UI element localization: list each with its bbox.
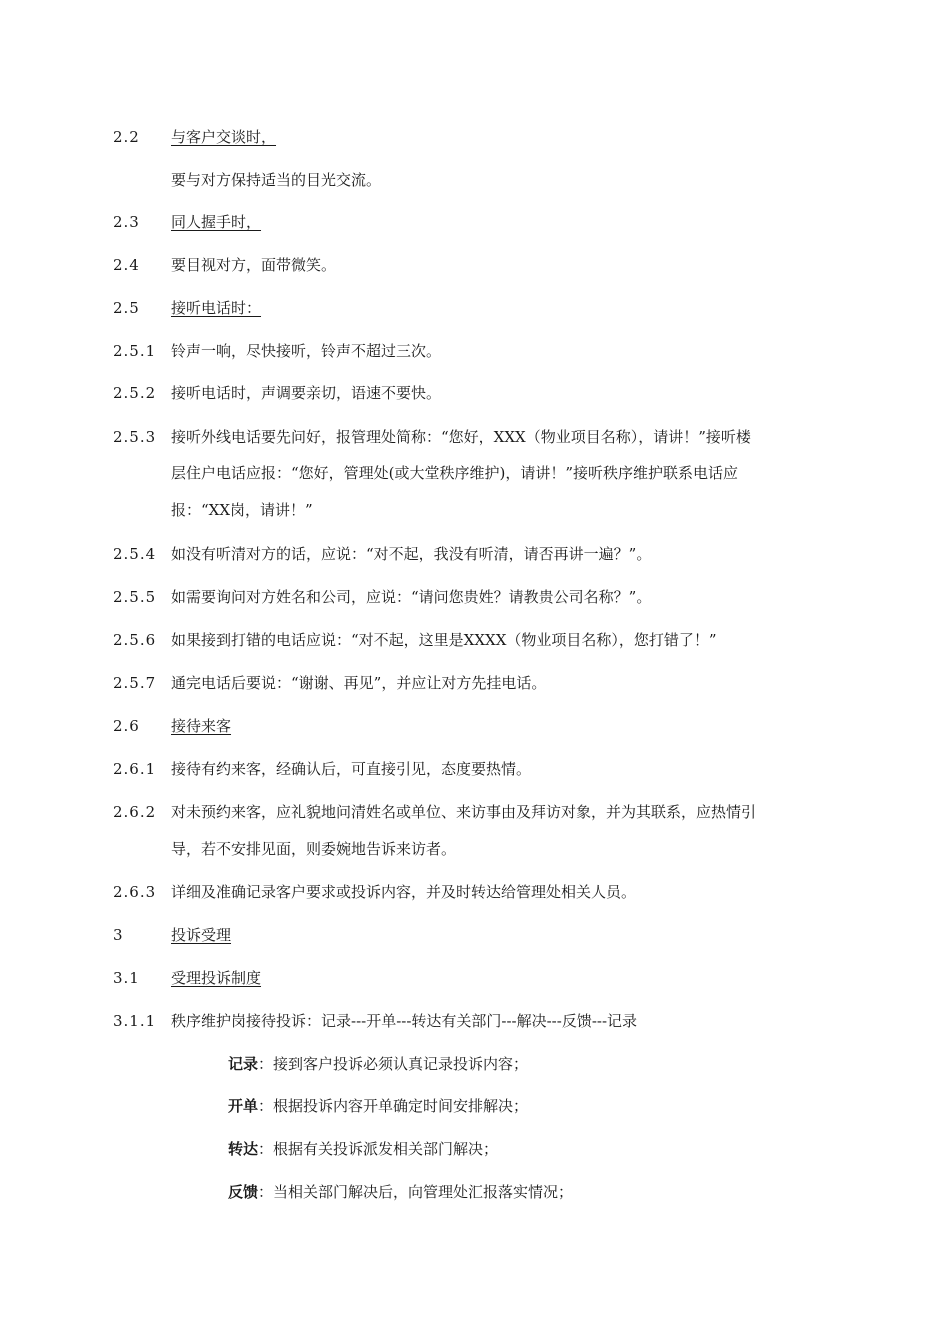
step-text: ：根据有关投诉派发相关部门解决； — [258, 1140, 499, 1158]
paragraph-line: 对未预约来客，应礼貌地问清姓名或单位、来访事由及拜访对象，并为其联系，应热情引 — [171, 803, 757, 821]
section-heading: 投诉受理 — [171, 926, 232, 944]
section-heading: 接待来客 — [171, 717, 232, 735]
paragraph-line: 层住户电话应报：“您好，管理处(或大堂秩序维护)，请讲！”接听秩序维护联系电话应 — [171, 464, 739, 482]
section-number: 2.4 — [113, 256, 140, 274]
paragraph-text: 铃声一响，尽快接听，铃声不超过三次。 — [171, 342, 442, 360]
paragraph-line: 报：“XX岗，请讲！” — [171, 501, 313, 519]
section-heading: 同人握手时， — [171, 213, 262, 231]
section-heading: 与客户交谈时， — [171, 128, 277, 146]
section-number: 2.6.2 — [113, 803, 157, 821]
section-number: 2.6.1 — [113, 760, 157, 778]
paragraph-text: 详细及准确记录客户要求或投诉内容，并及时转达给管理处相关人员。 — [171, 883, 637, 901]
section-number: 2.5 — [113, 299, 140, 317]
section-number: 2.5.2 — [113, 384, 157, 402]
section-number: 3.1 — [113, 969, 140, 987]
paragraph-line: 导，若不安排见面，则委婉地告诉来访者。 — [171, 840, 457, 858]
paragraph-text: 如没有听清对方的话，应说：“对不起，我没有听清，请否再讲一遍？”。 — [171, 545, 652, 563]
paragraph-text: 要与对方保持适当的目光交流。 — [171, 171, 382, 189]
paragraph-text: 通完电话后要说：“谢谢、再见”，并应让对方先挂电话。 — [171, 674, 547, 692]
section-number: 2.2 — [113, 128, 140, 146]
step-feedback — [228, 1173, 573, 1211]
paragraph-line: 接听外线电话要先问好，报管理处简称：“您好，XXX（物业项目名称），请讲！”接听楼 — [171, 428, 751, 446]
section-number: 2.5.3 — [113, 428, 157, 446]
paragraph-text: 接待有约来客，经确认后，可直接引见，态度要热情。 — [171, 760, 532, 778]
step-label: 记录 — [228, 1055, 259, 1073]
section-number: 3.1.1 — [113, 1012, 157, 1030]
section-number: 2.5.5 — [113, 588, 157, 606]
step-record — [228, 1045, 528, 1083]
section-number: 2.5.4 — [113, 545, 157, 563]
step-text: ：当相关部门解决后，向管理处汇报落实情况； — [258, 1183, 574, 1201]
paragraph-text: 秩序维护岗接待投诉：记录---开单---转达有关部门---解决---反馈---记录 — [171, 1012, 638, 1030]
paragraph-text: 要目视对方，面带微笑。 — [171, 256, 337, 274]
step-label: 开单 — [228, 1097, 259, 1115]
paragraph-text: 如果接到打错的电话应说：“对不起，这里是XXXX（物业项目名称），您打错了！” — [171, 631, 717, 649]
section-heading: 接听电话时： — [171, 299, 262, 317]
section-number: 2.5.7 — [113, 674, 157, 692]
step-open-ticket — [228, 1087, 528, 1125]
step-text: ：接到客户投诉必须认真记录投诉内容； — [258, 1055, 529, 1073]
section-number: 2.5.1 — [113, 342, 157, 360]
section-number: 2.5.6 — [113, 631, 157, 649]
section-number: 2.3 — [113, 213, 140, 231]
step-forward — [228, 1130, 498, 1168]
step-text: ：根据投诉内容开单确定时间安排解决； — [258, 1097, 529, 1115]
paragraph-text: 接听电话时，声调要亲切，语速不要快。 — [171, 384, 442, 402]
step-label: 反馈 — [228, 1183, 259, 1201]
paragraph-text: 如需要询问对方姓名和公司，应说：“请问您贵姓？请教贵公司名称？”。 — [171, 588, 652, 606]
step-label: 转达 — [228, 1140, 259, 1158]
section-number: 3 — [113, 926, 124, 944]
section-number: 2.6 — [113, 717, 140, 735]
section-number: 2.6.3 — [113, 883, 157, 901]
section-heading: 受理投诉制度 — [171, 969, 262, 987]
